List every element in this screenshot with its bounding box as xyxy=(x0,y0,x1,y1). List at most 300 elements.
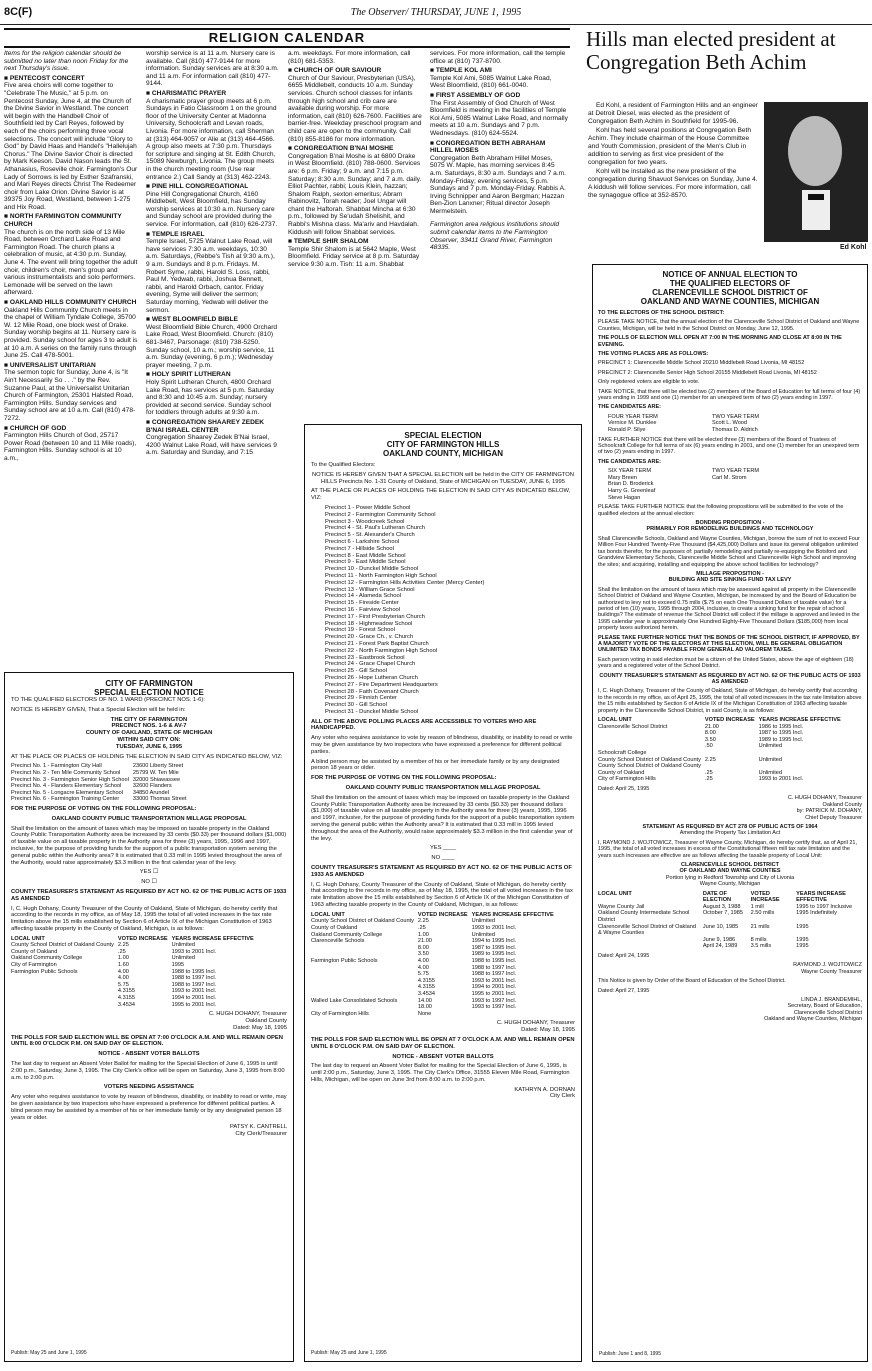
calendar-item-heading: ■ CONGREGATION BETH ABRAHAM HILLEL MOSES xyxy=(430,139,546,155)
calendar-item-text: services. For more information, call the temple office at (810) 737-8700. xyxy=(430,50,566,65)
calendar-item-text: Congregation Beth Abraham Hillel Moses, 5075 W. Maple, has morning services 8:45 a.m. Saturdays, 8:30 a.m. Sundays and 7 a.m. Monday-Friday; evening services, 5 p.m. Sundays and 7 p.m. Monday-Friday. Rabbis A. Irving Schnipper and Aaron Bergman; Hazzan Ben-Zion Lanxner; Ritual director Joseph Mermelstein. xyxy=(430,154,566,215)
table-cell: Precinct No. 3 - Farmington Senior High School xyxy=(11,776,129,783)
table-cell: 34850 Arundel xyxy=(132,789,169,796)
table-cell xyxy=(311,965,418,972)
story-body xyxy=(588,102,758,252)
table-row xyxy=(311,951,558,958)
farmington-election-notice xyxy=(4,672,294,1362)
notice-to: TO THE QUALIFIED ELECTORS OF NO. 1 WARD (PRECINCT NOS. 1-6): xyxy=(11,697,205,703)
sig-name: C. HUGH DOHANY, Treasurer xyxy=(208,1011,287,1018)
each-person: Each person voting in said election must be a citizen of the United States, above the age of eighteen (18) years and a registered voter of the School District. xyxy=(598,656,854,670)
table-header-row xyxy=(11,936,258,943)
table-cell: 1993 to 2001 Incl. xyxy=(758,776,804,783)
calendar-title: RELIGION CALENDAR xyxy=(4,28,570,48)
calendar-item-heading: ■ TEMPLE SHIR SHALOM xyxy=(288,238,369,246)
precinct-item: Precinct 28 - Faith Covenant Church xyxy=(325,688,419,695)
table-cell: 4.00 xyxy=(117,975,129,982)
table-row xyxy=(311,991,558,998)
no-option: NO ____ xyxy=(431,855,455,862)
table-cell xyxy=(11,1002,118,1009)
table-row xyxy=(311,984,558,991)
calendar-item-text: Pine Hill Congregational Church, 4160 Middlebelt, West Bloomfield, has Sunday worship services at 10:30 a.m. Nursery care and Sunday school are provided during the service. For information, call (810) 626-2737. xyxy=(146,190,278,229)
table-cell: 1988 to 1995 Incl. xyxy=(471,957,517,964)
publish-line: Publish: May 25 and June 1, 1995 xyxy=(11,1350,87,1357)
table-row xyxy=(311,1004,558,1011)
wayne-table xyxy=(598,891,862,950)
no-label: NO xyxy=(431,855,441,862)
precinct-item: Precinct 27 - Fire Department Headquarters xyxy=(325,681,438,688)
clerk-signature xyxy=(311,1087,575,1101)
notice-subtitle: SPECIAL ELECTION NOTICE xyxy=(94,688,204,697)
table-cell xyxy=(311,978,418,985)
table-row xyxy=(311,998,558,1005)
calendar-item xyxy=(288,67,422,143)
precinct-item: Precinct 1 - Power Middle School xyxy=(325,504,411,511)
table-row xyxy=(11,1002,258,1009)
table-cell: 5.75 xyxy=(417,971,429,978)
statement-sub: Amending the Property Tax Limitation Act xyxy=(679,830,781,837)
calendar-item-text: The First Assembly of God Church of West Bloomfield is meeting in the facilities of Temple Kol Ami, 5085 Walnut Lake Road, and normally meets at 10 a.m. Sundays and 7 p.m. Wednesdays. (810) 624-5524. xyxy=(430,99,568,137)
proposal-title: OAKLAND COUNTY PUBLIC TRANSPORTATION MILLAGE PROPOSAL xyxy=(51,815,247,822)
table-row xyxy=(311,918,558,925)
proposal-text: Shall the limitation on the amount of taxes which may be imposed on taxable property in the Oakland County Public Transportation Authority area be increased by 33 cents ($0.33) per thousand dollars ($1,000) of taxable value on all taxable property in the Authority area for three (3) years, 1995, 1996 and 1997, inclusive, for the purpose of providing funds for the support of a public transportation system serving the general public within the Authority area? It is estimated that 0.33 mill in 1995 levied throughout the area of the Authority, would raise approximately $3.3 million in the first calendar year of the levy. xyxy=(11,825,287,866)
treasurer-text: I, C. Hugh Dohany, County Treasurer of the County of Oakland, State of Michigan, do hereby certify that according to the records in my office, as of May 18, 1995, the total of all voted increases in the tax rate limitation above the 15 mills established by Section 6 of Article IX of the Michigan Constitution of 1963 affecting taxable property in the County of Oakland, Michigan, is as follows: xyxy=(311,881,573,909)
table-cell: August 3, 1988 xyxy=(702,903,741,910)
table-cell: 4.3155 xyxy=(417,984,436,991)
table-row xyxy=(11,942,258,949)
bond-head-2: PRIMARILY FOR REMODELING BUILDINGS AND TECHNOLOGY xyxy=(646,526,814,533)
precinct-item: Precinct 24 - Grace Chapel Church xyxy=(325,661,416,668)
take-notice: TAKE NOTICE, that there will be elected two (2) members of the Board of Education for full terms of four (4) years ending in 1999 and one (1) member for an unexpired term of two (2) years ending in 1997. xyxy=(598,388,861,402)
table-cell: 18.00 xyxy=(417,1004,432,1011)
further-notice: PLEASE TAKE FURTHER NOTICE that the following propositions will be submitted to the vote of the qualified electors at the annual election: xyxy=(598,504,844,517)
candidate: Vernice M. Dunklee xyxy=(608,420,657,427)
sig-district: Clarenceville School District xyxy=(793,1009,862,1016)
table-cell: 1988 to 1997 Incl. xyxy=(471,964,517,971)
table-row xyxy=(11,962,258,969)
precinct-item: Precinct 16 - Fairview School xyxy=(325,606,401,613)
table-cell: 3.5 mills xyxy=(750,943,772,950)
table-cell: 25799 W. Ten Mile xyxy=(132,769,179,776)
wayne-signature xyxy=(598,962,862,975)
sig-county: Oakland County xyxy=(822,801,862,808)
table-cell: County of Oakland xyxy=(11,948,58,955)
notice-to: TO THE ELECTORS OF THE SCHOOL DISTRICT: xyxy=(598,310,725,316)
table-cell: 14.00 xyxy=(417,997,432,1004)
table-row xyxy=(11,955,258,962)
table-cell xyxy=(11,975,118,982)
table-cell: .25 xyxy=(704,769,713,776)
unit-4: Wayne County, Michigan xyxy=(699,881,761,888)
table-row xyxy=(311,971,558,978)
table-cell: 1995 xyxy=(796,923,809,930)
precinct-item: Precinct 3 - Woodcreek School xyxy=(325,518,405,525)
calendar-item-text: Temple Kol Ami, 5085 Walnut Lake Road, West Bloomfield, (810) 661-0040. xyxy=(430,74,552,90)
notice-given: NOTICE IS HEREBY GIVEN, That a Special Election will be held in: xyxy=(11,706,186,713)
table-row xyxy=(311,978,558,985)
candidate: Brian D. Broderick xyxy=(608,481,654,488)
calendar-item xyxy=(288,50,422,65)
precinct-item: Precinct 6 - Larkshire School xyxy=(325,538,400,545)
calendar-item-text: Congregation Shaarey Zedek B'Nai Israel, 4200 Walnut Lake Road, will have services 9 a.m. Saturday and Sunday, and 7:15 xyxy=(146,434,277,457)
calendar-item xyxy=(4,425,138,463)
table-cell: Farmington Public Schools xyxy=(11,968,78,975)
no-option: NO ☐ xyxy=(141,879,157,886)
table-cell: 1993 to 2001 Incl. xyxy=(471,977,517,984)
purpose: FOR THE PURPOSE OF VOTING ON THE FOLLOWING PROPOSAL: xyxy=(311,775,497,782)
treasurer-head: COUNTY TREASURER'S STATEMENT AS REQUIRED BY ACT NO. 62 OF THE PUBLIC ACTS OF 1933 AS AMENDED xyxy=(11,888,287,902)
table-header-row xyxy=(311,912,558,919)
table-cell xyxy=(759,750,845,757)
table-row xyxy=(11,969,258,976)
treasurer-head: COUNTY TREASURER'S STATEMENT AS REQUIRED BY ACT NO. 62 OF THE PUBLIC ACTS OF 1933 AS AMENDED xyxy=(311,865,572,878)
table-cell: .25 xyxy=(417,925,426,931)
absent-head: NOTICE - ABSENT VOTER BALLOTS xyxy=(392,1053,494,1060)
table-cell xyxy=(598,743,705,750)
table-cell xyxy=(759,763,845,770)
precinct-item: Precinct 21 - Forest Park Baptist Church xyxy=(325,640,429,647)
notice-title-3: CLARENCEVILLE SCHOOL DISTRICT OF xyxy=(652,288,808,297)
calendar-item-heading: ■ NORTH FARMINGTON COMMUNITY CHURCH xyxy=(4,213,122,229)
table-header-cell: YEARS INCREASE EFFECTIVE xyxy=(471,911,554,918)
table-row xyxy=(598,904,862,911)
only-registered: Only registered voters are eligible to vote. xyxy=(598,379,700,386)
table-cell: 1994 to 2001 Incl. xyxy=(471,984,517,991)
table-cell: .25 xyxy=(117,948,126,955)
sig-counties: Oakland and Wayne Counties, Michigan xyxy=(764,1016,862,1023)
table-cell: 3.4534 xyxy=(417,990,436,997)
millage-head-1: MILLAGE PROPOSITION - xyxy=(696,570,764,577)
calendar-item-heading: ■ CONGREGATION B'NAI MOSHE xyxy=(288,145,394,153)
table-header-cell: LOCAL UNIT xyxy=(11,935,45,942)
purpose: FOR THE PURPOSE OF VOTING ON THE FOLLOWING PROPOSAL: xyxy=(11,805,197,812)
table-row xyxy=(11,975,258,982)
sig-date: Dated: May 18, 1995 xyxy=(521,1027,575,1034)
table-cell: 1988 to 1995 Incl. xyxy=(171,968,217,975)
treasurer-signature xyxy=(11,1011,287,1031)
precinct-item: Precinct 17 - First Presbyterian Church xyxy=(325,613,425,620)
table-cell: 1989 to 1995 Incl. xyxy=(471,951,517,958)
table-cell xyxy=(311,971,418,978)
precinct-item: Precinct 13 - William Grace School xyxy=(325,586,415,593)
table-cell: 1995 to 1997 Inclusive xyxy=(796,903,853,910)
clerk-signature xyxy=(11,1124,287,1138)
notice-date: TUESDAY, JUNE 6, 1995 xyxy=(115,743,183,750)
table-row xyxy=(11,783,191,790)
table-cell: 23600 Liberty Street xyxy=(132,763,184,770)
table-cell: 4.00 xyxy=(117,968,129,975)
table-cell: 1987 to 1995 Incl. xyxy=(471,944,517,951)
publish-line: Publish: June 1 and 8, 1995 xyxy=(599,1350,661,1357)
table-cell: 1 mill xyxy=(750,903,764,910)
table-row xyxy=(11,790,191,797)
calendar-item-text: The sermon topic for Sunday, June 4, is "It Ain't Necessarily So . . ." by the Rev. Suzanne Paul, at the Universalist Unitarian Church of Farmington, 25301 Halsted Road, Farmington Hills. Sunday services and Sunday school are at 10 a.m. Call (810) 478-7272. xyxy=(4,369,136,422)
table-cell: 2.25 xyxy=(117,942,129,949)
order-text: This Notice is given by Order of the Board of Education of the School District. xyxy=(598,978,786,985)
table-row xyxy=(11,770,191,777)
table-cell: 1989 to 1995 Incl. xyxy=(758,736,804,743)
clerk-title: City Clerk/Treasurer xyxy=(235,1131,287,1138)
yes-option: YES ☐ xyxy=(139,869,159,876)
calendar-item xyxy=(288,238,422,268)
table-cell: 1993 to 2001 Incl. xyxy=(471,925,517,931)
take-notice-2: TAKE FURTHER NOTICE that there will be elected three (3) members of the Board of Trustees of Schoolcraft College for full terms of six (6) years ending in 2001, and one (1) member for an unexpired term of two (2) years ending in 1997. xyxy=(598,436,860,456)
table-cell: 32600 Flanders xyxy=(132,783,172,790)
sig-date: Dated: May 18, 1995 xyxy=(233,1024,287,1031)
notice-subtitle: CITY OF FARMINGTON HILLS xyxy=(386,440,500,449)
table-cell xyxy=(598,737,705,744)
polls-text: THE POLLS FOR SAID ELECTION WILL BE OPEN AT 7:00 O'CLOCK A.M. AND WILL REMAIN OPEN UNTIL 8:00 O'CLOCK P.M. ON SAID DAY OF ELECTION. xyxy=(11,1034,283,1048)
table-row xyxy=(598,763,845,770)
notice-title-1: NOTICE OF ANNUAL ELECTION TO xyxy=(662,270,798,279)
notice-title: SPECIAL ELECTION xyxy=(404,431,482,440)
calendar-item-text: Oakland Hills Community Church meets in the chapel of William Tyndale College, 35700 W. 12 Mile Road, one block west of Drake. Sunday worship begins at 11. Nursery care is provided. Sunday school for ages 3 to adult is at 10 a.m. A series on the family runs through June 25. Call 478-5001. xyxy=(4,306,138,360)
candidates-table-2 xyxy=(608,468,763,501)
table-header-cell: LOCAL UNIT xyxy=(598,890,632,897)
term-2b-label: TWO YEAR TERM xyxy=(712,468,760,475)
notice-at-place: AT THE PLACE OR PLACES OF HOLDING THE ELECTION IN SAID CITY AS INDICATED BELOW, VIZ: xyxy=(311,488,571,502)
calendar-item xyxy=(146,50,280,88)
table-cell: October 7, 1985 xyxy=(702,910,743,917)
candidate: Harry G. Greenleaf xyxy=(608,488,656,495)
page-number: 8C(F) xyxy=(4,6,33,18)
sig-county: Oakland County xyxy=(245,1018,287,1025)
calendar-item xyxy=(4,299,138,360)
table-cell: 21.00 xyxy=(417,938,432,945)
table-cell: 1987 to 1995 Incl. xyxy=(758,730,804,737)
table-header-cell: LOCAL UNIT xyxy=(598,717,632,724)
table-cell: 1995 to 2001 Incl. xyxy=(171,1001,217,1008)
table-cell: 2.25 xyxy=(704,756,716,763)
precinct-list xyxy=(325,505,575,716)
table-row xyxy=(311,938,558,945)
table-header-cell: VOTED INCREASE xyxy=(417,911,468,918)
table-cell: Oakland Community College xyxy=(311,931,383,938)
table-cell: County of Oakland xyxy=(311,925,358,931)
notice-within: WITHIN SAID CITY ON: xyxy=(117,736,181,743)
table-cell: County School District of Oakland County xyxy=(598,756,701,763)
table-row xyxy=(598,730,845,737)
calendar-item xyxy=(146,316,280,369)
table-cell: .25 xyxy=(704,776,713,783)
calendar-item-heading: ■ UNIVERSALIST UNITARIAN xyxy=(4,361,96,369)
table-cell: 1988 to 1997 Incl. xyxy=(171,975,217,982)
photo-caption: Ed Kohl xyxy=(840,244,867,251)
millage-head-2: BUILDING AND SITE SINKING FUND TAX LEVY xyxy=(668,577,792,584)
millage-text: Shall the limitation on the amount of taxes which may be assessed against all property in the Clarenceville School District of Oakland and Wayne Counties, Michigan, be increased by and the Board of Education be authorized to levy not to exceed 0.75 mills ($.75 on each One Thousand Dollars of taxable value) for a period of ten (10) years, 1995 through 2004, inclusive, to create a sinking fund for the repair of school buildings? The estimate of revenue the School District will collect if the millage is approved and levied in the 1995 calendar year is approximately One Hundred Eighty-Five Thousand Dollars ($185,000) from local property taxes authorized herein. xyxy=(598,586,860,632)
table-cell: 8 mills xyxy=(750,936,767,943)
table-header-cell: VOTED INCREASE xyxy=(117,935,168,942)
calendar-item xyxy=(430,67,568,90)
table-cell xyxy=(705,750,759,757)
table-cell: Precinct No. 5 - Longacre Elementary School xyxy=(11,789,123,796)
table-cell: Unlimited xyxy=(471,918,495,925)
table-cell: 3.50 xyxy=(704,736,716,743)
sig-title: Secretary, Board of Education, xyxy=(787,1003,862,1010)
calendar-item xyxy=(288,145,422,236)
table-cell: None xyxy=(417,1010,432,1017)
table-cell: 1993 to 2001 Incl. xyxy=(171,948,217,955)
calendar-item xyxy=(4,75,138,212)
table-cell xyxy=(311,951,418,958)
table-row xyxy=(11,796,191,803)
table-row xyxy=(311,945,558,952)
table-cell: 1995 xyxy=(796,943,809,950)
table-header-row xyxy=(598,891,862,904)
sig-title: Chief Deputy Treasurer xyxy=(805,814,862,821)
millage-table xyxy=(598,717,845,783)
table-cell xyxy=(598,730,705,737)
precinct-table xyxy=(11,763,191,803)
table-row xyxy=(311,965,558,972)
wayne-dated: Dated: April 24, 1995 xyxy=(598,953,650,959)
clerk-title: City Clerk xyxy=(549,1093,575,1100)
no-label: NO xyxy=(141,879,150,886)
millage-table xyxy=(311,912,558,1018)
calendar-intro: Items for the religion calendar should be submitted no later than noon Friday for the next Thursday's issue. xyxy=(4,50,129,73)
table-cell: City of Farmington Hills xyxy=(598,776,656,783)
precinct-item: Precinct 9 - East Middle School xyxy=(325,559,406,566)
table-cell: April 24, 1989 xyxy=(702,943,738,950)
table-cell xyxy=(11,982,118,989)
table-cell: Precinct No. 4 - Flanders Elementary School xyxy=(11,783,122,790)
precinct-item: Precinct 7 - Hillside School xyxy=(325,545,394,552)
calendar-item-heading: ■ CHURCH OF OUR SAVIOUR xyxy=(288,67,382,75)
precinct-item: Precinct 19 - Forest School xyxy=(325,627,395,634)
precinct-item: Precinct 30 - Gill School xyxy=(325,702,387,709)
table-cell xyxy=(311,1004,418,1011)
yes-option: YES ____ xyxy=(429,845,457,852)
treasurer-signature xyxy=(598,795,862,821)
notice-county: OAKLAND COUNTY, MICHIGAN xyxy=(383,449,503,458)
table-cell: County School District of Oakland County xyxy=(11,942,114,949)
calendar-item xyxy=(146,90,280,181)
table-cell: City of Farmington xyxy=(11,962,57,969)
calendar-item-text: Temple Israel, 5725 Walnut Lake Road, will have services 7:30 a.m. weekdays, 10:30 a.m. Saturdays, (Rebbe's Tish at 9:30 a.m.), 9 a.m. Sundays and 8 p.m. Fridays. M. Robert Syme, rabbi, Harold S. Loss, rabbi, Paul M. Yedwab, rabbi, Joshua Bennett, rabbi, and Harold Orbach, cantor. Friday evening, Syme will deliver the sermon; Saturday morning, Yedwab will deliver the sermon. xyxy=(146,238,275,314)
precinct-item: Precinct 5 - St. Alexander's Church xyxy=(325,532,415,539)
table-cell: Unlimited xyxy=(471,931,495,938)
table-cell: 21 mills xyxy=(750,923,770,930)
precinct-item: Precinct 20 - Grace Ch., v. Church xyxy=(325,634,414,641)
calendar-item-text: Temple Shir Shalom is at 5642 Maple, West Bloomfield. Friday service at 8 p.m. Saturday service 9:30 a.m. Tish: 11 a.m. Shabbat xyxy=(288,245,420,269)
table-cell: Unlimited xyxy=(171,955,195,962)
candidate: Scott L. Wood xyxy=(712,420,748,427)
absent-text: The last day to request an Absent Voter Ballot for mailing for the Special Election of June 6, 1995 is until 2:00 p.m., Saturday, June 3, 1995. The City Clerk's office will be open on Saturday, June 3, 1995 from 8:00 a.m. to 2:00 p.m. xyxy=(11,1061,285,1081)
precinct-2: PRECINCT 2: Clarenceville Senior High School 20155 Middlebelt Road Livonia, MI 48152 xyxy=(598,369,817,376)
table-cell: 21.00 xyxy=(704,723,719,730)
table-cell: 1.00 xyxy=(117,955,129,962)
proposal-text: Shall the limitation on the amount of taxes which may be imposed on taxable property in the Oakland County Public Transportation Authority area be increased by 33 cents ($0.33) per thousand dollars ($1,000) of taxable value on all taxable property in the Authority area for three (3) years, 1995, 1996 and 1997, inclusive, for the purpose of providing funds for the support of a public transportation system serving the general public within the Authority area? It is estimated that 0.33 mill in 1995 levied throughout the area of the Authority, would raise approximately $3.3 million in the first calendar year of the levy. xyxy=(311,794,575,842)
statement-head: STATEMENT AS REQUIRED BY ACT 278 OF PUBLIC ACTS OF 1964 xyxy=(642,824,818,830)
story-paragraph: Ed Kohl, a resident of Farmington Hills and an engineer at Detroit Diesel, was elected as the president of Congregation Beth Achim in Southfield for 1995-96. xyxy=(588,102,759,125)
calendar-item-text: Church of Our Saviour, Presbyterian (USA), 6655 Middlebelt, conducts 10 a.m. Sunday services. Church school classes for infants through high school and crib care are available during worship. For more information, call (810) 626-7600. Facilities are barrier-free. Weekday preschool program and child care are open to the community. Call (810) 855-8186 for more information. xyxy=(288,74,422,143)
table-cell: 4.3155 xyxy=(417,977,436,984)
millage-table xyxy=(11,936,258,1009)
table-cell: 1986 to 1995 Incl. xyxy=(758,723,804,730)
precinct-item: Precinct 14 - Alameda School xyxy=(325,593,402,600)
calendar-item xyxy=(430,50,568,65)
proposal-title: OAKLAND COUNTY PUBLIC TRANSPORTATION MILLAGE PROPOSAL xyxy=(345,785,541,792)
table-cell xyxy=(311,984,418,991)
sig-title: Wayne County Treasurer xyxy=(801,968,862,975)
candidate: Mary Breen xyxy=(608,474,637,481)
calendar-item-heading: ■ TEMPLE ISRAEL xyxy=(146,230,205,238)
calendar-item-heading: ■ PINE HILL CONGREGATIONAL xyxy=(146,183,249,191)
page-header xyxy=(0,0,872,25)
notice-precincts: PRECINCT NOS. 1-6 & AV-7 xyxy=(111,723,187,730)
calendar-item-text: The church is on the north side of 13 Mile Road, between Orchard Lake Road and Farmington Road. The church plans a celebration of music, at 4:30 p.m. Sunday, June 4. The event will bring together the adult choir, children's choir, men's group and various instrumentalists and solo performers. Lemonade will be served on the lawn afterward. xyxy=(4,228,138,297)
assist-text: Any voter who requires assistance to vote by reason of blindness, disability, or inability to read or write may be given assistance by two inspectors who have expressed a preference for different political parties. xyxy=(311,735,573,755)
table-cell: June 9, 1986 xyxy=(702,936,736,943)
notice-city: THE CITY OF FARMINGTON xyxy=(110,716,188,723)
sig-by: by: PATRICK M. DOHANY, xyxy=(796,808,862,815)
precinct-item: Precinct 18 - Highmeadow School xyxy=(325,620,413,627)
precinct-item: Precinct 11 - North Farmington High School xyxy=(325,572,437,579)
precinct-item: Precinct 2 - Farmington Community School xyxy=(325,511,436,518)
sig-name: C. HUGH DOHANY, Treasurer xyxy=(787,795,862,802)
table-cell xyxy=(705,763,759,770)
publish-line: Publish: May 25 and June 1, 1995 xyxy=(311,1350,387,1357)
table-header-cell: VOTED INCREASE xyxy=(704,717,755,724)
portrait-bowtie xyxy=(808,194,824,200)
calendar-item-text: worship service is at 11 a.m. Nursery care is available. Call (810) 477-9144 for more information. Sunday services are at 8:30 a.m. and 11 a.m. For information call (810) 477-9144. xyxy=(146,50,279,88)
table-cell: Farmington Public Schools xyxy=(311,957,378,964)
table-cell: 1994 to 2001 Incl. xyxy=(171,995,217,1002)
precinct-item: Precinct 22 - North Farmington High School xyxy=(325,647,438,654)
portrait-photo xyxy=(764,102,868,242)
calendar-item-heading: ■ PENTECOST CONCERT xyxy=(4,74,85,82)
table-cell: Precinct No. 6 - Farmington Training Center xyxy=(11,796,120,803)
table-header-cell: YEARS INCREASE EFFECTIVE xyxy=(171,935,254,942)
calendar-item xyxy=(430,92,568,138)
unit-1: CLARENCEVILLE SCHOOL DISTRICT xyxy=(681,862,779,869)
yes-label: YES xyxy=(429,845,442,852)
candidates-table xyxy=(608,414,763,434)
table-row xyxy=(598,743,845,750)
assist-text: Any voter who requires assistance to vote by reason of blindness, disability, or inability to read or write, may be given assistance by two inspectors who have expressed a preference for different political parties. A blind person may be assisted by a member of his or her immediate family or by any designated person 18 years or older. xyxy=(11,1094,287,1121)
precinct-item: Precinct 15 - Fireside Center xyxy=(325,600,399,607)
table-cell: Clarenceville School District xyxy=(598,723,668,730)
table-row xyxy=(598,910,862,923)
unit-3: Portion lying in Redford Township and City of Livonia xyxy=(665,874,795,881)
table-cell: 4.00 xyxy=(417,957,429,964)
table-row xyxy=(598,924,862,937)
precinct-item: Precinct 10 - Dunckel Middle School xyxy=(325,566,419,573)
candidate: Ronald P. Silye xyxy=(608,427,646,434)
table-cell: June 10, 1985 xyxy=(702,923,739,930)
calendar-item-heading: ■ HOLY SPIRIT LUTHERAN xyxy=(146,371,231,379)
table-cell: 1988 to 1997 Incl. xyxy=(171,981,217,988)
calendar-item-text: Congregation B'nai Moshe is at 6800 Drake in West Bloomfield. (810) 788-0600. Services are: 6 p.m. Friday; 9 a.m. and 7:15 p.m. Saturday; 8:30 a.m. Sunday; and 7 a.m. daily. Elliot Pachter, rabbi; Louis Klein, hazzan; Shalom Ralph, sexton emeritus; Abram Rabinovitz, Torah reader; Joel Ungar will chant the Haftorah. Shabbat Mincha at 6:30 p.m., followed by Se'udah Shelishit, and Rabbi's Mishna class. Ma'ariv and Havdalah. Kiddush will follow Shabbat services. xyxy=(288,152,422,236)
notice-at-place: AT THE PLACE OR PLACES OF HOLDING THE ELECTION IN SAID CITY AS INDICATED BELOW, VIZ: xyxy=(11,753,283,760)
farmington-hills-election-notice xyxy=(304,424,582,1362)
polls: THE POLLS OF ELECTION WILL OPEN AT 7:00 IN THE MORNING AND CLOSE AT 8:00 IN THE EVENING. xyxy=(598,335,842,348)
calendar-item xyxy=(146,419,280,457)
calendar-item-text: Farmington Hills Church of God, 25717 Power Road (between 10 and 11 Mile roads), Farmington Hills. Sunday school is at 10 a.m., xyxy=(4,432,137,462)
table-row xyxy=(598,943,862,950)
table-row xyxy=(598,937,862,944)
calendar-item xyxy=(146,183,280,229)
calendar-column-3 xyxy=(288,50,422,400)
table-cell: Precinct No. 2 - Ten Mile Community School xyxy=(11,769,121,776)
treasurer-signature xyxy=(311,1020,575,1034)
notice-given: NOTICE IS HEREBY GIVEN THAT A SPECIAL ELECTION will be held in the CITY OF FARMINGTON HILLS Precincts No. 1-31 County of Oakland, State of MICHIGAN on TUESDAY, JUNE 6, 1995 xyxy=(311,471,574,485)
candidates-head-2: THE CANDIDATES ARE: xyxy=(598,458,661,465)
masthead: The Observer/ THURSDAY, JUNE 1, 1995 xyxy=(350,7,522,18)
table-row xyxy=(11,988,258,995)
table-header-cell: YEARS INCREASE EFFECTIVE xyxy=(758,717,841,724)
polls-text: THE POLLS FOR SAID ELECTION WILL BE OPEN AT 7 O'CLOCK A.M. AND WILL REMAIN OPEN UNTIL 8 O'CLOCK P.M. ON SAID DAY OF ELECTION. xyxy=(311,1036,575,1050)
